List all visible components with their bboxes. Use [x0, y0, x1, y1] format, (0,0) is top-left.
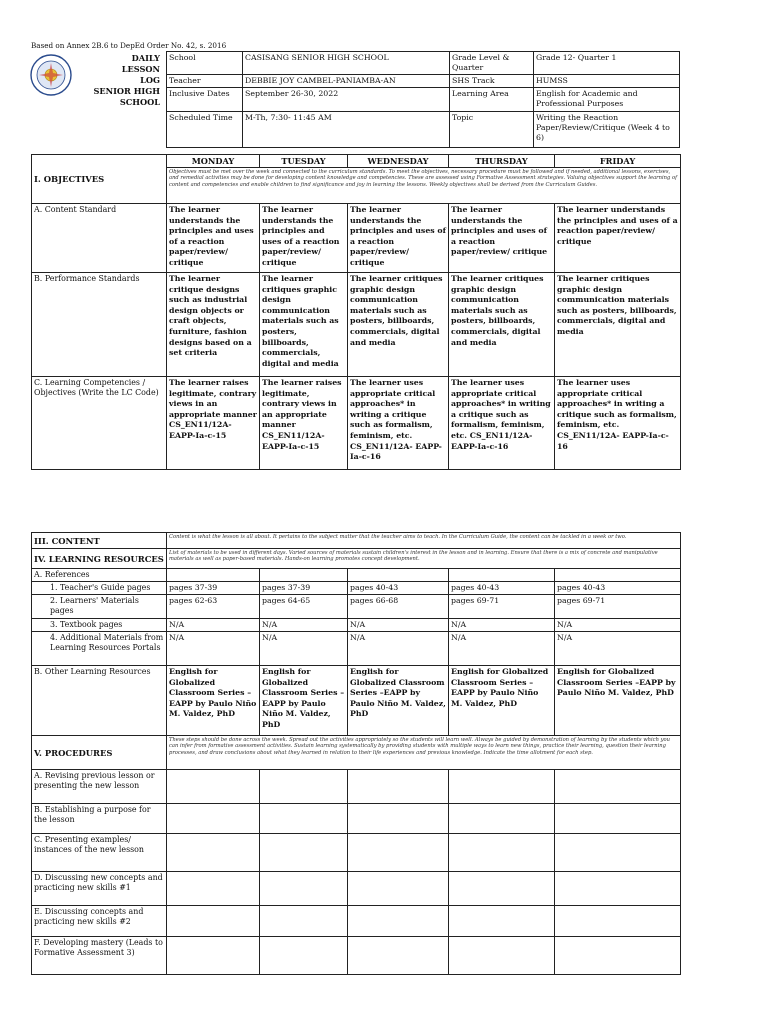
- references-blank-wed: [348, 569, 449, 582]
- procedure-b-wednesday: [348, 804, 449, 834]
- other-resources-friday: English for Globalized Classroom Series –EAPP by Paulo Niño M. Valdez, PhD: [555, 666, 681, 736]
- header-info-table: [166, 51, 680, 148]
- day-header-tuesday: TUESDAY: [260, 155, 348, 168]
- references-label: A. References: [32, 569, 167, 582]
- school-value: CASISANG SENIOR HIGH SCHOOL: [243, 52, 450, 75]
- day-header-monday: MONDAY: [167, 155, 260, 168]
- procedure-c-tuesday: [260, 834, 348, 872]
- area-value: English for Academic and Professional Purposes: [534, 88, 680, 112]
- day-header-friday: FRIDAY: [555, 155, 681, 168]
- learners-materials-monday: pages 62-63: [167, 595, 260, 619]
- learners-materials-tuesday: pages 64-65: [260, 595, 348, 619]
- performance-standards-wednesday: The learner critiques graphic design communication materials such as posters, billboards, commercials, digital and media: [348, 273, 449, 377]
- procedure-d-thursday: [449, 872, 555, 906]
- title-line-lesson: LESSON: [121, 64, 160, 74]
- procedure-c-monday: [167, 834, 260, 872]
- objectives-table: [31, 154, 681, 470]
- textbook-pages-tuesday: N/A: [260, 619, 348, 632]
- other-resources-monday: English for Globalized Classroom Series – EAPP by Paulo Niño M. Valdez, PhD: [167, 666, 260, 736]
- grade-value: Grade 12- Quarter 1: [534, 52, 680, 75]
- learning-competencies-tuesday: The learner raises legitimate, contrary views in an appropriate manner CS_EN11/12A-EAPP-Ia-c-15: [260, 377, 348, 470]
- content-standard-thursday: The learner understands the principles and uses of a reaction paper/review/ critique: [449, 204, 555, 273]
- procedure-e-friday: [555, 906, 681, 937]
- school-label: School: [167, 52, 243, 75]
- procedure-f-friday: [555, 937, 681, 975]
- performance-standards-tuesday: The learner critiques graphic design communication materials such as posters, billboards, commercials, digital and media: [260, 273, 348, 377]
- procedure-a-label: A. Revising previous lesson or presenting the new lesson: [32, 770, 167, 804]
- other-resources-tuesday: English for Globalized Classroom Series – EAPP by Paulo Niño M. Valdez, PhD: [260, 666, 348, 736]
- day-header-wednesday: WEDNESDAY: [348, 155, 449, 168]
- procedure-b-tuesday: [260, 804, 348, 834]
- additional-materials-friday: N/A: [555, 632, 681, 666]
- day-header-thursday: THURSDAY: [449, 155, 555, 168]
- procedure-f-tuesday: [260, 937, 348, 975]
- title-line-daily: DAILY: [131, 53, 160, 63]
- area-label: Learning Area: [450, 88, 534, 112]
- learning-competencies-monday: The learner raises legitimate, contrary views in an appropriate manner CS_EN11/12A-EAPP-Ia-c-15: [167, 377, 260, 470]
- content-resources-procedures-table: [31, 532, 681, 975]
- references-blank-tue: [260, 569, 348, 582]
- track-value: HUMSS: [534, 75, 680, 88]
- learners-materials-thursday: pages 69-71: [449, 595, 555, 619]
- procedures-heading: V. PROCEDURES: [32, 736, 167, 770]
- resources-note: List of materials to be used in different days. Varied sources of materials sustain children's interest in the lesson and in learning. Ensure that there is a mix of concrete and manipulative materials as well as paper-based materials. Hands-on learning promotes concept development.: [167, 549, 681, 569]
- content-standard-label: A. Content Standard: [32, 204, 167, 273]
- performance-standards-thursday: The learner critiques graphic design communication materials such as posters, billboards, commercials, digital and media: [449, 273, 555, 377]
- teacher-value: DEBBIE JOY CAMBEL-PANIAMBA-AN: [243, 75, 450, 88]
- additional-materials-wednesday: N/A: [348, 632, 449, 666]
- objectives-heading: I. OBJECTIVES: [32, 155, 167, 204]
- learning-competencies-wednesday: The learner uses appropriate critical approaches* in writing a critique such as formalism, feminism, etc. CS_EN11/12A- EAPP-Ia-c-16: [348, 377, 449, 470]
- performance-standards-monday: The learner critique designs such as industrial design objects or craft objects, furniture, fashion designs based on a set criteria: [167, 273, 260, 377]
- procedure-c-friday: [555, 834, 681, 872]
- teacher-label: Teacher: [167, 75, 243, 88]
- procedure-d-monday: [167, 872, 260, 906]
- textbook-pages-label: 3. Textbook pages: [32, 619, 167, 632]
- references-blank-fri: [555, 569, 681, 582]
- procedure-e-wednesday: [348, 906, 449, 937]
- procedure-d-friday: [555, 872, 681, 906]
- other-resources-label: B. Other Learning Resources: [32, 666, 167, 736]
- procedure-a-thursday: [449, 770, 555, 804]
- procedure-f-label: F. Developing mastery (Leads to Formative Assessment 3): [32, 937, 167, 975]
- content-standard-wednesday: The learner understands the principles and uses of a reaction paper/review/ critique: [348, 204, 449, 273]
- additional-materials-tuesday: N/A: [260, 632, 348, 666]
- procedure-e-monday: [167, 906, 260, 937]
- additional-materials-monday: N/A: [167, 632, 260, 666]
- annex-reference: Based on Annex 2B.6 to DepEd Order No. 42, s. 2016: [31, 41, 227, 50]
- grade-label: Grade Level & Quarter: [450, 52, 534, 75]
- other-resources-thursday: English for Globalized Classroom Series – EAPP by Paulo Niño M. Valdez, PhD: [449, 666, 555, 736]
- procedure-d-label: D. Discussing new concepts and practicing new skills #1: [32, 872, 167, 906]
- procedures-note: These steps should be done across the week. Spread out the activities appropriately so the students will learn well. Always be guided by demonstration of learning by the students which you can infer from formative assessment activities. Sustain learning systematically by providing students with multiple ways to learn new things, practice their learning, question their learning processes, and draw conclusions about what they learned in relation to their life experiences and previous knowledge. Indicate the time allotment for each step.: [167, 736, 681, 770]
- teachers-guide-thursday: pages 40-43: [449, 582, 555, 595]
- track-label: SHS Track: [450, 75, 534, 88]
- procedure-a-tuesday: [260, 770, 348, 804]
- procedure-b-thursday: [449, 804, 555, 834]
- procedure-d-wednesday: [348, 872, 449, 906]
- teachers-guide-label: 1. Teacher's Guide pages: [32, 582, 167, 595]
- resources-heading: IV. LEARNING RESOURCES: [32, 549, 167, 569]
- procedure-a-friday: [555, 770, 681, 804]
- additional-materials-thursday: N/A: [449, 632, 555, 666]
- title-line-shs: SENIOR HIGH SCHOOL: [93, 86, 160, 107]
- procedure-b-friday: [555, 804, 681, 834]
- document-title: [60, 53, 160, 108]
- title-line-log: LOG: [140, 75, 160, 85]
- textbook-pages-thursday: N/A: [449, 619, 555, 632]
- learners-materials-friday: pages 69-71: [555, 595, 681, 619]
- additional-materials-label: 4. Additional Materials from Learning Resources Portals: [32, 632, 167, 666]
- learning-competencies-thursday: The learner uses appropriate critical approaches* in writing a critique such as formalism, feminism, etc. CS_EN11/12A- EAPP-Ia-c-16: [449, 377, 555, 470]
- procedure-e-thursday: [449, 906, 555, 937]
- learners-materials-wednesday: pages 66-68: [348, 595, 449, 619]
- procedure-b-label: B. Establishing a purpose for the lesson: [32, 804, 167, 834]
- dates-value: September 26-30, 2022: [243, 88, 450, 112]
- teachers-guide-monday: pages 37-39: [167, 582, 260, 595]
- procedure-d-tuesday: [260, 872, 348, 906]
- other-resources-wednesday: English for Globalized Classroom Series –EAPP by Paulo Niño M. Valdez, PhD: [348, 666, 449, 736]
- procedure-f-monday: [167, 937, 260, 975]
- topic-label: Topic: [450, 112, 534, 148]
- procedure-f-wednesday: [348, 937, 449, 975]
- objectives-note: Objectives must be met over the week and connected to the curriculum standards. To meet the objectives, necessary procedure must be followed and if needed, additional lessons, exercises, and remedial activities may be done for developing content knowledge and competencies. These are assessed using Formative Assessment strategies. Valuing objectives support the learning of content and competencies and enable children to find significance and joy in learning the lessons. Weekly objectives shall be derived from the Curriculum Guides.: [167, 168, 681, 204]
- textbook-pages-wednesday: N/A: [348, 619, 449, 632]
- textbook-pages-monday: N/A: [167, 619, 260, 632]
- learners-materials-label: 2. Learners' Materials pages: [32, 595, 167, 619]
- teachers-guide-wednesday: pages 40-43: [348, 582, 449, 595]
- procedure-e-label: E. Discussing concepts and practicing new skills #2: [32, 906, 167, 937]
- content-standard-monday: The learner understands the principles and uses of a reaction paper/review/ critique: [167, 204, 260, 273]
- references-blank-mon: [167, 569, 260, 582]
- teachers-guide-tuesday: pages 37-39: [260, 582, 348, 595]
- performance-standards-friday: The learner critiques graphic design communication materials such as posters, billboards, commercials, digital and media: [555, 273, 681, 377]
- procedure-b-monday: [167, 804, 260, 834]
- procedure-e-tuesday: [260, 906, 348, 937]
- learning-competencies-label: C. Learning Competencies / Objectives (Write the LC Code): [32, 377, 167, 470]
- procedure-f-thursday: [449, 937, 555, 975]
- procedure-c-wednesday: [348, 834, 449, 872]
- time-value: M-Th, 7:30- 11:45 AM: [243, 112, 450, 148]
- procedure-a-wednesday: [348, 770, 449, 804]
- procedure-c-thursday: [449, 834, 555, 872]
- topic-value: Writing the Reaction Paper/Review/Critique (Week 4 to 6): [534, 112, 680, 148]
- content-standard-tuesday: The learner understands the principles and uses of a reaction paper/review/ critique: [260, 204, 348, 273]
- procedure-a-monday: [167, 770, 260, 804]
- procedure-c-label: C. Presenting examples/ instances of the new lesson: [32, 834, 167, 872]
- content-heading: III. CONTENT: [32, 533, 167, 549]
- dates-label: Inclusive Dates: [167, 88, 243, 112]
- learning-competencies-friday: The learner uses appropriate critical approaches* in writing a critique such as formalism, feminism, etc. CS_EN11/12A- EAPP-Ia-c-16: [555, 377, 681, 470]
- performance-standards-label: B. Performance Standards: [32, 273, 167, 377]
- time-label: Scheduled Time: [167, 112, 243, 148]
- teachers-guide-friday: pages 40-43: [555, 582, 681, 595]
- content-standard-friday: The learner understands the principles and uses of a reaction paper/review/ critique: [555, 204, 681, 273]
- content-note: Content is what the lesson is all about. It pertains to the subject matter that the teacher aims to teach. In the Curriculum Guide, the content can be tackled in a week or two.: [167, 533, 681, 549]
- textbook-pages-friday: N/A: [555, 619, 681, 632]
- references-blank-thu: [449, 569, 555, 582]
